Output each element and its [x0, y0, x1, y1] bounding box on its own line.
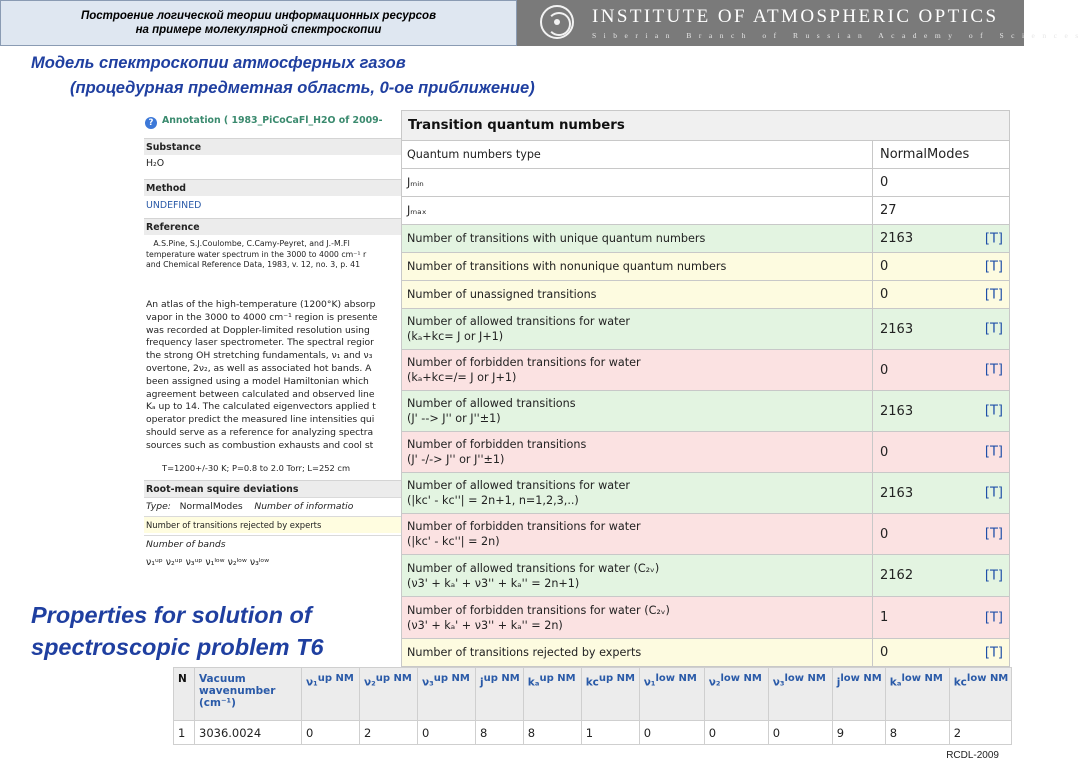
- reference-label: Reference: [144, 218, 402, 235]
- quantum-row-value: [872, 169, 1009, 196]
- quantum-row-value: [872, 309, 1009, 349]
- header-text: j: [480, 676, 484, 689]
- table-row: [174, 721, 1012, 745]
- header-text: ν₂: [364, 676, 376, 689]
- quantum-row-value: [872, 514, 1009, 554]
- header-text: ν₃: [772, 676, 785, 689]
- quantum-row-value: [872, 141, 1009, 168]
- quantum-row: [402, 253, 1009, 281]
- quantum-row-value-text: 2162: [880, 568, 914, 583]
- type-value: NormalModes: [179, 501, 243, 512]
- header-text: (cm⁻¹): [199, 697, 236, 709]
- quantum-row-label-line1: Jₘₐₓ: [407, 204, 427, 217]
- quantum-row-value-text: 2163: [880, 485, 914, 501]
- quantum-row: [402, 639, 1009, 667]
- quantum-row: [402, 350, 1009, 391]
- header-superscript: low NM: [784, 673, 826, 684]
- quantum-row-value-text: 2163: [880, 231, 914, 246]
- quantum-row: [402, 432, 1009, 473]
- institute-banner: [517, 0, 1086, 46]
- footer-label: RCDL-2009: [946, 750, 999, 761]
- quantum-row-label-line1: Number of forbidden transitions for water (C₂ᵥ): [407, 603, 670, 617]
- quantum-row-label: [407, 514, 869, 554]
- header-text: Vacuum: [199, 673, 246, 685]
- bands-label: Number of bands: [144, 535, 402, 552]
- table-cell: 1: [174, 721, 195, 745]
- table-header-cell[interactable]: [302, 668, 360, 721]
- table-cell: 0: [704, 721, 768, 745]
- quantum-row-tag-link[interactable]: [T]: [984, 645, 1003, 660]
- table-header-cell[interactable]: [832, 668, 885, 721]
- quantum-row-value-text: 0: [880, 175, 889, 190]
- quantum-row: [402, 309, 1009, 350]
- quantum-row-label-line2: (J' -/-> J'' or J''±1): [407, 453, 505, 466]
- quantum-row-value-text: 2163: [880, 403, 914, 419]
- quantum-row-label-line2: (|kc' - kc''| = 2n+1, n=1,2,3,..): [407, 494, 579, 507]
- quantum-row-label-line1: Quantum numbers type: [407, 148, 541, 161]
- quantum-row-value: [872, 225, 1009, 252]
- header-text: ν₁: [306, 676, 318, 689]
- quantum-row-value: [872, 197, 1009, 224]
- table-cell: 8: [885, 721, 949, 745]
- quantum-row-tag-link[interactable]: [T]: [984, 362, 1003, 378]
- quantum-row-value: [872, 391, 1009, 431]
- table-header-cell[interactable]: [768, 668, 832, 721]
- quantum-row-label: [407, 281, 869, 308]
- quantum-row-label-line1: Number of transitions rejected by experts: [407, 646, 642, 659]
- annotation-heading-text[interactable]: Annotation ( 1983_PiCoCaFl_H2O of 2009-: [162, 115, 383, 126]
- bands-row: ν₁ᵘᵖ ν₂ᵘᵖ ν₃ᵘᵖ ν₁ˡᵒʷ ν₂ˡᵒʷ ν₃ˡᵒʷ: [146, 557, 270, 568]
- header-text: kc: [953, 676, 967, 689]
- transitions-table: [173, 667, 1012, 745]
- rms-label: Root-mean squire deviations: [144, 480, 402, 497]
- table-cell: 2: [949, 721, 1012, 745]
- type-row: [144, 497, 402, 514]
- properties-title: [31, 599, 324, 663]
- quantum-row-label: [407, 391, 869, 431]
- header-superscript: up NM: [317, 673, 354, 684]
- quantum-row-label-line2: (|kc' - kc''| = 2n): [407, 535, 500, 548]
- quantum-row-value-text: NormalModes: [880, 147, 970, 162]
- quantum-row-label: [407, 432, 869, 472]
- header-text: j: [836, 676, 841, 689]
- quantum-row-label: [407, 225, 869, 252]
- quantum-row-value: [872, 597, 1009, 638]
- quantum-row-tag-link[interactable]: [T]: [984, 610, 1003, 625]
- table-cell: 3036.0024: [195, 721, 302, 745]
- table-cell: 0: [768, 721, 832, 745]
- quantum-row-value-text: 27: [880, 203, 897, 218]
- quantum-row-label-line1: Number of transitions with unique quantum numbers: [407, 232, 706, 245]
- table-header-cell[interactable]: [195, 668, 302, 721]
- quantum-row-label: [407, 597, 869, 638]
- header-superscript: low NM: [966, 673, 1009, 684]
- method-value[interactable]: UNDEFINED: [146, 200, 202, 211]
- header-text: kₐ: [889, 676, 902, 689]
- abstract-text: An atlas of the high-temperature (1200°K) absorp vapor in the 3000 to 4000 cm⁻¹ region is presente was recorded at Doppler-limited resolution using frequency laser spectrometer. The spectral regior the strong OH stretching fundamentals, ν₁ and ν₃ overtone, 2ν₂, as well as associated hot bands. A been assigned using a model Hamiltonian which agreement between calculated and observed line Kₐ up to 14. The calculated eigenvectors applied t operator predict the measured line intensities qui should serve as a reference for analyzing spectra sources such as combustion exhausts and cool st: [146, 299, 378, 451]
- header-text: kₐ: [527, 676, 540, 689]
- table-cell: 9: [832, 721, 885, 745]
- quantum-row: [402, 281, 1009, 309]
- header-superscript: low NM: [840, 673, 882, 684]
- quantum-row-label: [407, 309, 869, 349]
- quantum-row-tag-link[interactable]: [T]: [984, 259, 1003, 274]
- reference-text: A.S.Pine, S.J.Coulombe, C.Camy-Peyret, and J.-M.Fl temperature water spectrum in the 3000 to 4000 cm⁻¹ r and Chemical Reference Data, 1983, v. 12, no. 3, p. 41: [146, 239, 367, 269]
- quantum-row-label: [407, 639, 869, 666]
- quantum-row-value: [872, 473, 1009, 513]
- quantum-row-tag-link[interactable]: [T]: [984, 321, 1003, 337]
- quantum-row-label: [407, 141, 869, 168]
- table-cell: 0: [418, 721, 476, 745]
- quantum-row-value: [872, 432, 1009, 472]
- institute-name: INSTITUTE OF ATMOSPHERIC OPTICS: [592, 6, 999, 27]
- conditions-text: T=1200+/-30 K; P=0.8 to 2.0 Torr; L=252 cm: [162, 463, 351, 473]
- header-superscript: low NM: [901, 673, 943, 684]
- quantum-row-value-text: 1: [880, 610, 889, 625]
- quantum-row-value-text: 0: [880, 526, 889, 542]
- table-cell: 8: [476, 721, 524, 745]
- table-header-cell[interactable]: [523, 668, 581, 721]
- quantum-row-label-line2: (J' --> J'' or J''±1): [407, 412, 501, 425]
- header-text: ν₃: [422, 676, 434, 689]
- header-text: ν₂: [708, 676, 721, 689]
- header-superscript: up NM: [433, 673, 470, 684]
- quantum-row-tag-link[interactable]: [T]: [984, 568, 1003, 583]
- info-label: Number of informatio: [254, 501, 354, 512]
- table-header-cell[interactable]: [174, 668, 195, 721]
- rejected-row: Number of transitions rejected by experts: [144, 516, 402, 533]
- quantum-row-label: [407, 473, 869, 513]
- annotation-panel: [140, 110, 402, 580]
- quantum-numbers-table: [401, 110, 1010, 667]
- quantum-row-label-line2: (ν3' + kₐ' + ν3'' + kₐ'' = 2n): [407, 618, 563, 632]
- quantum-row: [402, 197, 1009, 225]
- quantum-row-tag-link[interactable]: [T]: [984, 526, 1003, 542]
- header-superscript: up NM: [375, 673, 412, 684]
- header-text: N: [178, 673, 187, 685]
- header-title-line1: Построение логической теории информационных ресурсов: [80, 10, 437, 22]
- quantum-row-label-line1: Jₘᵢₙ: [407, 176, 424, 189]
- quantum-row-tag-link[interactable]: [T]: [984, 444, 1003, 460]
- table-header-cell[interactable]: [581, 668, 639, 721]
- quantum-table-title: Transition quantum numbers: [402, 111, 1009, 141]
- quantum-row-label: [407, 555, 869, 596]
- quantum-row-value-text: 0: [880, 287, 889, 302]
- quantum-row-label: [407, 350, 869, 390]
- quantum-row-value-text: 0: [880, 645, 889, 660]
- quantum-row-label-line2: (kₐ+kc=/= J or J+1): [407, 371, 517, 384]
- header-text: wavenumber: [199, 685, 276, 697]
- quantum-row: [402, 141, 1009, 169]
- quantum-row-value: [872, 639, 1009, 666]
- quantum-row-tag-link[interactable]: [T]: [984, 403, 1003, 419]
- quantum-row-label: [407, 169, 869, 196]
- quantum-row-label: [407, 197, 869, 224]
- quantum-row-label-line1: Number of allowed transitions for water: [407, 479, 630, 492]
- table-cell: 0: [302, 721, 360, 745]
- header-text: kc: [585, 676, 599, 689]
- table-header-cell[interactable]: [639, 668, 704, 721]
- table-cell: 0: [639, 721, 704, 745]
- quantum-row-label-line2: (kₐ+kc= J or J+1): [407, 330, 504, 343]
- quantum-row-value: [872, 281, 1009, 308]
- annotation-heading[interactable]: [145, 115, 383, 129]
- quantum-row-value-text: 0: [880, 259, 889, 274]
- quantum-row-value-text: 0: [880, 362, 889, 378]
- quantum-row-label-line1: Number of transitions with nonunique quantum numbers: [407, 260, 727, 273]
- table-header-cell[interactable]: [885, 668, 949, 721]
- header-superscript: low NM: [720, 673, 762, 684]
- table-header-cell[interactable]: [704, 668, 768, 721]
- header-superscript: low NM: [655, 673, 697, 684]
- transitions-table-header: [174, 668, 1012, 721]
- properties-title-line2: spectroscopic problem T6: [31, 634, 324, 660]
- properties-title-line1: Properties for solution of: [31, 602, 312, 628]
- quantum-row-value: [872, 555, 1009, 596]
- substance-label: Substance: [144, 138, 402, 155]
- table-cell: 8: [523, 721, 581, 745]
- header-superscript: up NM: [483, 673, 520, 684]
- quantum-row-label-line2: (ν3' + kₐ' + ν3'' + kₐ'' = 2n+1): [407, 576, 580, 590]
- method-label: Method: [144, 179, 402, 196]
- header-superscript: up NM: [598, 673, 636, 684]
- quantum-row-value-text: 0: [880, 444, 889, 460]
- header-superscript: up NM: [539, 673, 576, 684]
- quantum-row: [402, 473, 1009, 514]
- quantum-row: [402, 555, 1009, 597]
- header-title-box: [0, 0, 517, 46]
- slide-title-line1: Модель спектроскопии атмосферных газов: [31, 54, 406, 72]
- quantum-row-label-line1: Number of allowed transitions: [407, 397, 576, 410]
- quantum-row: [402, 169, 1009, 197]
- quantum-row-label-line1: Number of unassigned transitions: [407, 288, 597, 301]
- quantum-row-tag-link[interactable]: [T]: [984, 287, 1003, 302]
- header-title-line2: на примере молекулярной спектроскопии: [135, 24, 382, 36]
- table-cell: 1: [581, 721, 639, 745]
- quantum-row-label-line1: Number of allowed transitions for water (C₂ᵥ): [407, 561, 660, 575]
- quantum-row: [402, 225, 1009, 253]
- quantum-row-label-line1: Number of allowed transitions for water: [407, 315, 630, 328]
- quantum-row-value: [872, 253, 1009, 280]
- quantum-row-label-line1: Number of forbidden transitions: [407, 438, 587, 451]
- table-header-cell[interactable]: [476, 668, 524, 721]
- type-label: Type:: [146, 501, 171, 512]
- quantum-row-label-line1: Number of forbidden transitions for water: [407, 520, 641, 533]
- quantum-row-tag-link[interactable]: [T]: [984, 485, 1003, 501]
- table-header-cell[interactable]: [360, 668, 418, 721]
- quantum-row: [402, 391, 1009, 432]
- quantum-row-value-text: 2163: [880, 321, 914, 337]
- quantum-row: [402, 597, 1009, 639]
- table-header-cell[interactable]: [418, 668, 476, 721]
- help-icon[interactable]: ?: [145, 117, 157, 129]
- header-text: ν₁: [643, 676, 656, 689]
- institute-subtitle: Siberian Branch of Russian Academy of Sciences: [592, 31, 1086, 40]
- institute-logo-icon: [540, 5, 574, 39]
- table-cell: 2: [360, 721, 418, 745]
- quantum-row-value: [872, 350, 1009, 390]
- substance-value: H₂O: [146, 158, 165, 169]
- slide-title-line2: (процедурная предметная область, 0-ое приближение): [70, 79, 535, 97]
- quantum-row: [402, 514, 1009, 555]
- quantum-row-label-line1: Number of forbidden transitions for water: [407, 356, 641, 369]
- quantum-row-label: [407, 253, 869, 280]
- quantum-row-tag-link[interactable]: [T]: [984, 231, 1003, 246]
- table-header-cell[interactable]: [949, 668, 1012, 721]
